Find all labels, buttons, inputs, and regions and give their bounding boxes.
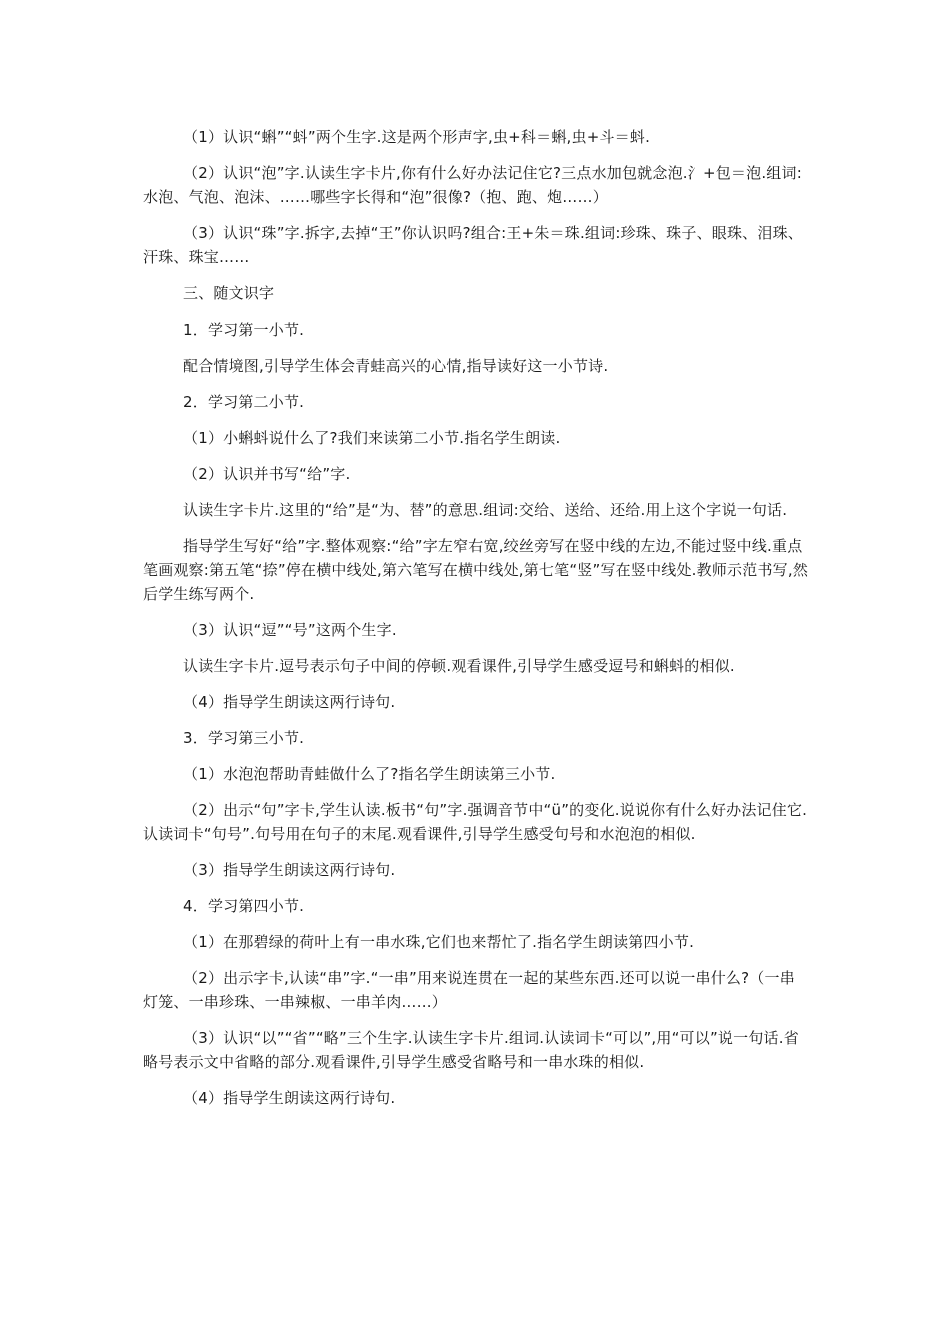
- document-body: [143, 125, 809, 1122]
- paragraph-10: 认读生字卡片.这里的“给”是“为、替”的意思.组词:交给、送给、还给.用上这个字说一句话.: [183, 501, 788, 519]
- paragraph-14: （4）指导学生朗读这两行诗句.: [183, 693, 396, 711]
- paragraph-17: （2）出示“句”字卡,学生认读.板书“句”字.强调音节中“ü”的变化.说说你有什么好办法记住它.认读词卡“句号”.句号用在句子的末尾.观看课件,引导学生感受句号和水泡泡的相似.: [143, 801, 808, 843]
- subsection-heading-3: 3．学习第三小节.: [183, 729, 305, 747]
- subsection-heading-1: 1．学习第一小节.: [183, 321, 305, 339]
- paragraph-13: 认读生字卡片.逗号表示句子中间的停顿.观看课件,引导学生感受逗号和蝌蚪的相似.: [183, 657, 735, 675]
- section-heading: 三、随文识字: [183, 284, 275, 302]
- paragraph-21: （2）出示字卡,认读“串”字.“一串”用来说连贯在一起的某些东西.还可以说一串什么?（一串灯笼、一串珍珠、一串辣椒、一串羊肉……）: [143, 969, 795, 1011]
- paragraph-22: （3）认识“以”“省”“略”三个生字.认读生字卡片.组词.认读词卡“可以”,用“可以”说一句话.省略号表示文中省略的部分.观看课件,引导学生感受省略号和一串水珠的相似.: [143, 1029, 799, 1071]
- paragraph-18: （3）指导学生朗读这两行诗句.: [183, 861, 396, 879]
- paragraph-1: （1）认识“蝌”“蚪”两个生字.这是两个形声字,虫+科＝蝌,虫+斗＝蚪.: [183, 128, 651, 146]
- subsection-heading-2: 2．学习第二小节.: [183, 393, 305, 411]
- paragraph-8: （1）小蝌蚪说什么了?我们来读第二小节.指名学生朗读.: [183, 429, 561, 447]
- subsection-heading-4: 4．学习第四小节.: [183, 897, 305, 915]
- paragraph-16: （1）水泡泡帮助青蛙做什么了?指名学生朗读第三小节.: [183, 765, 556, 783]
- paragraph-9: （2）认识并书写“给”字.: [183, 465, 351, 483]
- paragraph-6: 配合情境图,引导学生体会青蛙高兴的心情,指导读好这一小节诗.: [183, 357, 609, 375]
- paragraph-3: （3）认识“珠”字.拆字,去掉“王”你认识吗?组合:王+朱＝珠.组词:珍珠、珠子、眼珠、泪珠、汗珠、珠宝……: [143, 224, 803, 266]
- paragraph-23: （4）指导学生朗读这两行诗句.: [183, 1089, 396, 1107]
- paragraph-11: 指导学生写好“给”字.整体观察:“给”字左窄右宽,绞丝旁写在竖中线的左边,不能过竖中线.重点笔画观察:第五笔“捺”停在横中线处,第六笔写在横中线处,第七笔“竖”写在竖中线处.教师示范书写,然后学生练写两个.: [143, 537, 809, 603]
- paragraph-2: （2）认识“泡”字.认读生字卡片,你有什么好办法记住它?三点水加包就念泡.氵+包＝泡.组词:水泡、气泡、泡沫、……哪些字长得和“泡”很像?（抱、跑、炮……）: [143, 164, 802, 206]
- paragraph-20: （1）在那碧绿的荷叶上有一串水珠,它们也来帮忙了.指名学生朗读第四小节.: [183, 933, 695, 951]
- paragraph-12: （3）认识“逗”“号”这两个生字.: [183, 621, 397, 639]
